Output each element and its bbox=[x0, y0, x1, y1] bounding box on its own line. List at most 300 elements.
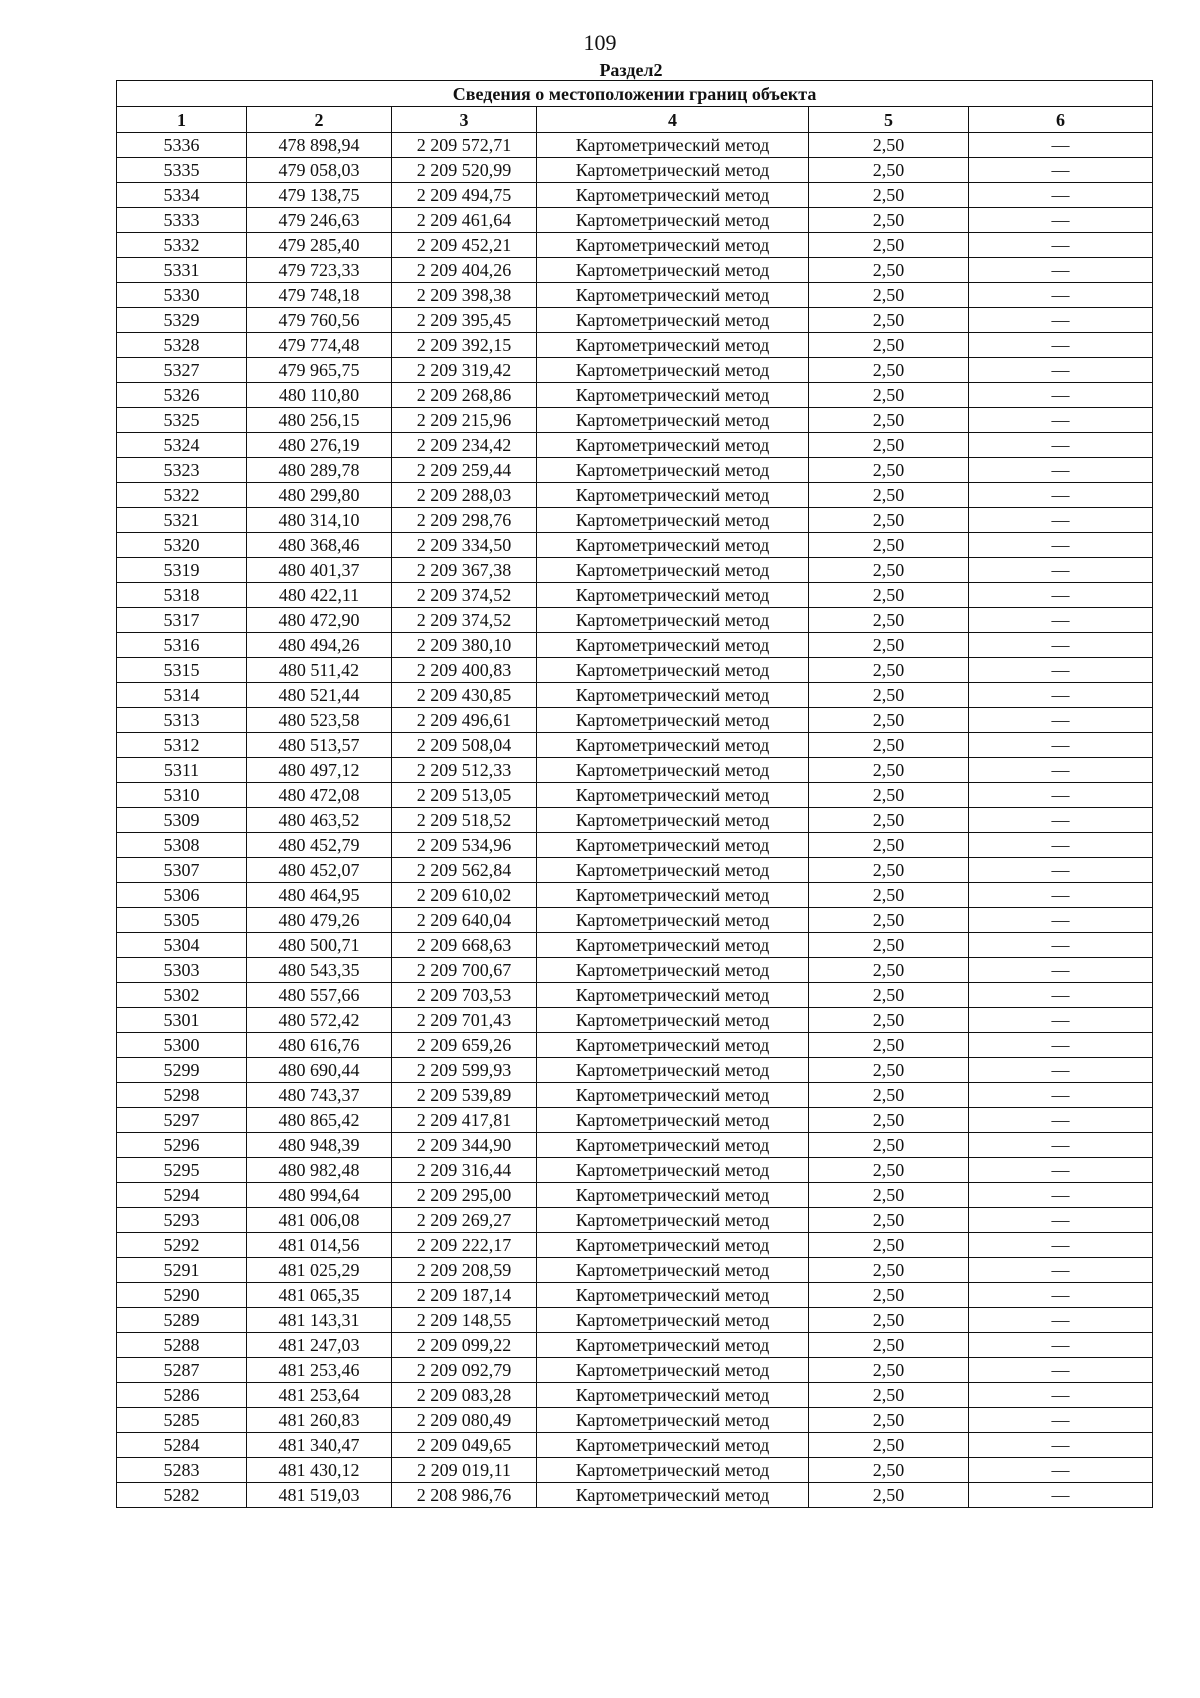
x-coordinate-cell: 481 253,64 bbox=[247, 1383, 392, 1408]
point-number-cell: 5310 bbox=[117, 783, 247, 808]
description-cell: — bbox=[969, 808, 1153, 833]
accuracy-cell: 2,50 bbox=[809, 1083, 969, 1108]
y-coordinate-cell: 2 209 520,99 bbox=[392, 158, 537, 183]
column-header-row bbox=[117, 107, 1153, 133]
point-number-cell: 5285 bbox=[117, 1408, 247, 1433]
x-coordinate-cell: 480 557,66 bbox=[247, 983, 392, 1008]
description-cell: — bbox=[969, 908, 1153, 933]
table-row bbox=[117, 233, 1153, 258]
table-row bbox=[117, 933, 1153, 958]
x-coordinate-cell: 480 401,37 bbox=[247, 558, 392, 583]
table-row bbox=[117, 383, 1153, 408]
table-row bbox=[117, 983, 1153, 1008]
x-coordinate-cell: 480 368,46 bbox=[247, 533, 392, 558]
x-coordinate-cell: 480 256,15 bbox=[247, 408, 392, 433]
table-row bbox=[117, 608, 1153, 633]
accuracy-cell: 2,50 bbox=[809, 1158, 969, 1183]
accuracy-cell: 2,50 bbox=[809, 1408, 969, 1433]
y-coordinate-cell: 2 209 539,89 bbox=[392, 1083, 537, 1108]
y-coordinate-cell: 2 209 703,53 bbox=[392, 983, 537, 1008]
y-coordinate-cell: 2 209 398,38 bbox=[392, 283, 537, 308]
y-coordinate-cell: 2 209 400,83 bbox=[392, 658, 537, 683]
accuracy-cell: 2,50 bbox=[809, 133, 969, 158]
method-cell: Картометрический метод bbox=[537, 1233, 809, 1258]
table-row bbox=[117, 408, 1153, 433]
description-cell: — bbox=[969, 558, 1153, 583]
table-row bbox=[117, 183, 1153, 208]
table-row bbox=[117, 633, 1153, 658]
y-coordinate-cell: 2 209 222,17 bbox=[392, 1233, 537, 1258]
column-header: 4 bbox=[537, 107, 809, 133]
y-coordinate-cell: 2 209 430,85 bbox=[392, 683, 537, 708]
table-row bbox=[117, 1233, 1153, 1258]
description-cell: — bbox=[969, 233, 1153, 258]
x-coordinate-cell: 480 513,57 bbox=[247, 733, 392, 758]
description-cell: — bbox=[969, 383, 1153, 408]
method-cell: Картометрический метод bbox=[537, 983, 809, 1008]
method-cell: Картометрический метод bbox=[537, 1458, 809, 1483]
y-coordinate-cell: 2 209 187,14 bbox=[392, 1283, 537, 1308]
accuracy-cell: 2,50 bbox=[809, 358, 969, 383]
table-row bbox=[117, 1433, 1153, 1458]
accuracy-cell: 2,50 bbox=[809, 333, 969, 358]
description-cell: — bbox=[969, 933, 1153, 958]
method-cell: Картометрический метод bbox=[537, 458, 809, 483]
table-row bbox=[117, 258, 1153, 283]
method-cell: Картометрический метод bbox=[537, 783, 809, 808]
accuracy-cell: 2,50 bbox=[809, 1233, 969, 1258]
description-cell: — bbox=[969, 1083, 1153, 1108]
x-coordinate-cell: 480 743,37 bbox=[247, 1083, 392, 1108]
description-cell: — bbox=[969, 1258, 1153, 1283]
description-cell: — bbox=[969, 758, 1153, 783]
table-row bbox=[117, 808, 1153, 833]
x-coordinate-cell: 480 452,07 bbox=[247, 858, 392, 883]
x-coordinate-cell: 480 511,42 bbox=[247, 658, 392, 683]
y-coordinate-cell: 2 209 080,49 bbox=[392, 1408, 537, 1433]
method-cell: Картометрический метод bbox=[537, 1058, 809, 1083]
point-number-cell: 5328 bbox=[117, 333, 247, 358]
description-cell: — bbox=[969, 1333, 1153, 1358]
table-row bbox=[117, 208, 1153, 233]
x-coordinate-cell: 481 260,83 bbox=[247, 1408, 392, 1433]
point-number-cell: 5290 bbox=[117, 1283, 247, 1308]
description-cell: — bbox=[969, 533, 1153, 558]
x-coordinate-cell: 480 452,79 bbox=[247, 833, 392, 858]
method-cell: Картометрический метод bbox=[537, 683, 809, 708]
point-number-cell: 5333 bbox=[117, 208, 247, 233]
method-cell: Картометрический метод bbox=[537, 1333, 809, 1358]
description-cell: — bbox=[969, 1308, 1153, 1333]
accuracy-cell: 2,50 bbox=[809, 458, 969, 483]
method-cell: Картометрический метод bbox=[537, 1083, 809, 1108]
table-row bbox=[117, 1308, 1153, 1333]
method-cell: Картометрический метод bbox=[537, 208, 809, 233]
description-cell: — bbox=[969, 358, 1153, 383]
accuracy-cell: 2,50 bbox=[809, 1308, 969, 1333]
point-number-cell: 5332 bbox=[117, 233, 247, 258]
method-cell: Картометрический метод bbox=[537, 858, 809, 883]
accuracy-cell: 2,50 bbox=[809, 733, 969, 758]
table-row bbox=[117, 1408, 1153, 1433]
description-cell: — bbox=[969, 1133, 1153, 1158]
point-number-cell: 5311 bbox=[117, 758, 247, 783]
method-cell: Картометрический метод bbox=[537, 258, 809, 283]
method-cell: Картометрический метод bbox=[537, 1483, 809, 1508]
x-coordinate-cell: 480 479,26 bbox=[247, 908, 392, 933]
point-number-cell: 5297 bbox=[117, 1108, 247, 1133]
y-coordinate-cell: 2 209 374,52 bbox=[392, 608, 537, 633]
y-coordinate-cell: 2 209 259,44 bbox=[392, 458, 537, 483]
accuracy-cell: 2,50 bbox=[809, 1058, 969, 1083]
point-number-cell: 5293 bbox=[117, 1208, 247, 1233]
table-row bbox=[117, 483, 1153, 508]
x-coordinate-cell: 479 965,75 bbox=[247, 358, 392, 383]
method-cell: Картометрический метод bbox=[537, 708, 809, 733]
point-number-cell: 5324 bbox=[117, 433, 247, 458]
accuracy-cell: 2,50 bbox=[809, 583, 969, 608]
accuracy-cell: 2,50 bbox=[809, 683, 969, 708]
table-row bbox=[117, 1133, 1153, 1158]
description-cell: — bbox=[969, 958, 1153, 983]
x-coordinate-cell: 479 246,63 bbox=[247, 208, 392, 233]
accuracy-cell: 2,50 bbox=[809, 833, 969, 858]
method-cell: Картометрический метод bbox=[537, 1158, 809, 1183]
description-cell: — bbox=[969, 1283, 1153, 1308]
x-coordinate-cell: 481 430,12 bbox=[247, 1458, 392, 1483]
x-coordinate-cell: 479 774,48 bbox=[247, 333, 392, 358]
method-cell: Картометрический метод bbox=[537, 233, 809, 258]
y-coordinate-cell: 2 209 494,75 bbox=[392, 183, 537, 208]
y-coordinate-cell: 2 209 640,04 bbox=[392, 908, 537, 933]
x-coordinate-cell: 481 143,31 bbox=[247, 1308, 392, 1333]
y-coordinate-cell: 2 209 512,33 bbox=[392, 758, 537, 783]
accuracy-cell: 2,50 bbox=[809, 608, 969, 633]
x-coordinate-cell: 481 065,35 bbox=[247, 1283, 392, 1308]
method-cell: Картометрический метод bbox=[537, 1008, 809, 1033]
x-coordinate-cell: 481 519,03 bbox=[247, 1483, 392, 1508]
y-coordinate-cell: 2 209 334,50 bbox=[392, 533, 537, 558]
accuracy-cell: 2,50 bbox=[809, 383, 969, 408]
x-coordinate-cell: 480 543,35 bbox=[247, 958, 392, 983]
y-coordinate-cell: 2 209 269,27 bbox=[392, 1208, 537, 1233]
description-cell: — bbox=[969, 508, 1153, 533]
y-coordinate-cell: 2 209 461,64 bbox=[392, 208, 537, 233]
method-cell: Картометрический метод bbox=[537, 1258, 809, 1283]
method-cell: Картометрический метод bbox=[537, 608, 809, 633]
description-cell: — bbox=[969, 1483, 1153, 1508]
x-coordinate-cell: 478 898,94 bbox=[247, 133, 392, 158]
x-coordinate-cell: 480 276,19 bbox=[247, 433, 392, 458]
point-number-cell: 5320 bbox=[117, 533, 247, 558]
table-row bbox=[117, 1458, 1153, 1483]
table-row bbox=[117, 758, 1153, 783]
column-header: 3 bbox=[392, 107, 537, 133]
table-row bbox=[117, 783, 1153, 808]
table-row bbox=[117, 133, 1153, 158]
y-coordinate-cell: 2 209 268,86 bbox=[392, 383, 537, 408]
point-number-cell: 5307 bbox=[117, 858, 247, 883]
accuracy-cell: 2,50 bbox=[809, 208, 969, 233]
method-cell: Картометрический метод bbox=[537, 908, 809, 933]
method-cell: Картометрический метод bbox=[537, 733, 809, 758]
method-cell: Картометрический метод bbox=[537, 1433, 809, 1458]
table-row bbox=[117, 1008, 1153, 1033]
accuracy-cell: 2,50 bbox=[809, 908, 969, 933]
method-cell: Картометрический метод bbox=[537, 1108, 809, 1133]
y-coordinate-cell: 2 209 374,52 bbox=[392, 583, 537, 608]
accuracy-cell: 2,50 bbox=[809, 1008, 969, 1033]
method-cell: Картометрический метод bbox=[537, 333, 809, 358]
description-cell: — bbox=[969, 858, 1153, 883]
column-header: 1 bbox=[117, 107, 247, 133]
method-cell: Картометрический метод bbox=[537, 933, 809, 958]
description-cell: — bbox=[969, 408, 1153, 433]
description-cell: — bbox=[969, 583, 1153, 608]
table-row bbox=[117, 1083, 1153, 1108]
method-cell: Картометрический метод bbox=[537, 883, 809, 908]
table-row bbox=[117, 358, 1153, 383]
y-coordinate-cell: 2 209 380,10 bbox=[392, 633, 537, 658]
table-row bbox=[117, 283, 1153, 308]
method-cell: Картометрический метод bbox=[537, 408, 809, 433]
table-row bbox=[117, 583, 1153, 608]
table-row bbox=[117, 683, 1153, 708]
x-coordinate-cell: 480 422,11 bbox=[247, 583, 392, 608]
table-row bbox=[117, 883, 1153, 908]
y-coordinate-cell: 2 209 148,55 bbox=[392, 1308, 537, 1333]
x-coordinate-cell: 480 994,64 bbox=[247, 1183, 392, 1208]
x-coordinate-cell: 481 340,47 bbox=[247, 1433, 392, 1458]
accuracy-cell: 2,50 bbox=[809, 1383, 969, 1408]
description-cell: — bbox=[969, 883, 1153, 908]
x-coordinate-cell: 481 247,03 bbox=[247, 1333, 392, 1358]
accuracy-cell: 2,50 bbox=[809, 1108, 969, 1133]
table-row bbox=[117, 308, 1153, 333]
description-cell: — bbox=[969, 1158, 1153, 1183]
method-cell: Картометрический метод bbox=[537, 1183, 809, 1208]
x-coordinate-cell: 480 500,71 bbox=[247, 933, 392, 958]
description-cell: — bbox=[969, 608, 1153, 633]
table-caption-row bbox=[117, 81, 1153, 107]
accuracy-cell: 2,50 bbox=[809, 1183, 969, 1208]
table-row bbox=[117, 433, 1153, 458]
table-row bbox=[117, 333, 1153, 358]
x-coordinate-cell: 480 521,44 bbox=[247, 683, 392, 708]
description-cell: — bbox=[969, 1183, 1153, 1208]
method-cell: Картометрический метод bbox=[537, 1383, 809, 1408]
accuracy-cell: 2,50 bbox=[809, 283, 969, 308]
accuracy-cell: 2,50 bbox=[809, 1483, 969, 1508]
point-number-cell: 5292 bbox=[117, 1233, 247, 1258]
table-row bbox=[117, 1283, 1153, 1308]
method-cell: Картометрический метод bbox=[537, 833, 809, 858]
description-cell: — bbox=[969, 183, 1153, 208]
description-cell: — bbox=[969, 433, 1153, 458]
point-number-cell: 5313 bbox=[117, 708, 247, 733]
point-number-cell: 5319 bbox=[117, 558, 247, 583]
point-number-cell: 5288 bbox=[117, 1333, 247, 1358]
y-coordinate-cell: 2 209 700,67 bbox=[392, 958, 537, 983]
y-coordinate-cell: 2 209 508,04 bbox=[392, 733, 537, 758]
table-row bbox=[117, 908, 1153, 933]
accuracy-cell: 2,50 bbox=[809, 758, 969, 783]
x-coordinate-cell: 480 472,90 bbox=[247, 608, 392, 633]
method-cell: Картометрический метод bbox=[537, 958, 809, 983]
y-coordinate-cell: 2 209 701,43 bbox=[392, 1008, 537, 1033]
accuracy-cell: 2,50 bbox=[809, 533, 969, 558]
x-coordinate-cell: 479 058,03 bbox=[247, 158, 392, 183]
description-cell: — bbox=[969, 1058, 1153, 1083]
method-cell: Картометрический метод bbox=[537, 758, 809, 783]
y-coordinate-cell: 2 209 668,63 bbox=[392, 933, 537, 958]
point-number-cell: 5289 bbox=[117, 1308, 247, 1333]
x-coordinate-cell: 481 253,46 bbox=[247, 1358, 392, 1383]
y-coordinate-cell: 2 209 367,38 bbox=[392, 558, 537, 583]
y-coordinate-cell: 2 209 049,65 bbox=[392, 1433, 537, 1458]
method-cell: Картометрический метод bbox=[537, 1408, 809, 1433]
accuracy-cell: 2,50 bbox=[809, 483, 969, 508]
method-cell: Картометрический метод bbox=[537, 183, 809, 208]
point-number-cell: 5283 bbox=[117, 1458, 247, 1483]
y-coordinate-cell: 2 209 518,52 bbox=[392, 808, 537, 833]
point-number-cell: 5334 bbox=[117, 183, 247, 208]
table-row bbox=[117, 1108, 1153, 1133]
description-cell: — bbox=[969, 483, 1153, 508]
method-cell: Картометрический метод bbox=[537, 1033, 809, 1058]
accuracy-cell: 2,50 bbox=[809, 258, 969, 283]
y-coordinate-cell: 2 209 610,02 bbox=[392, 883, 537, 908]
table-row bbox=[117, 458, 1153, 483]
table-row bbox=[117, 1158, 1153, 1183]
x-coordinate-cell: 480 110,80 bbox=[247, 383, 392, 408]
table-row bbox=[117, 533, 1153, 558]
table-body bbox=[117, 133, 1153, 1508]
description-cell: — bbox=[969, 633, 1153, 658]
table-row bbox=[117, 558, 1153, 583]
table-row bbox=[117, 1033, 1153, 1058]
y-coordinate-cell: 2 209 496,61 bbox=[392, 708, 537, 733]
x-coordinate-cell: 480 472,08 bbox=[247, 783, 392, 808]
accuracy-cell: 2,50 bbox=[809, 1208, 969, 1233]
method-cell: Картометрический метод bbox=[537, 1283, 809, 1308]
x-coordinate-cell: 480 865,42 bbox=[247, 1108, 392, 1133]
description-cell: — bbox=[969, 1433, 1153, 1458]
method-cell: Картометрический метод bbox=[537, 808, 809, 833]
y-coordinate-cell: 2 209 452,21 bbox=[392, 233, 537, 258]
point-number-cell: 5336 bbox=[117, 133, 247, 158]
description-cell: — bbox=[969, 1008, 1153, 1033]
y-coordinate-cell: 2 209 019,11 bbox=[392, 1458, 537, 1483]
accuracy-cell: 2,50 bbox=[809, 233, 969, 258]
y-coordinate-cell: 2 209 083,28 bbox=[392, 1383, 537, 1408]
column-header: 5 bbox=[809, 107, 969, 133]
y-coordinate-cell: 2 209 298,76 bbox=[392, 508, 537, 533]
table-row bbox=[117, 1183, 1153, 1208]
x-coordinate-cell: 480 494,26 bbox=[247, 633, 392, 658]
point-number-cell: 5329 bbox=[117, 308, 247, 333]
y-coordinate-cell: 2 209 417,81 bbox=[392, 1108, 537, 1133]
x-coordinate-cell: 481 025,29 bbox=[247, 1258, 392, 1283]
y-coordinate-cell: 2 209 208,59 bbox=[392, 1258, 537, 1283]
x-coordinate-cell: 480 690,44 bbox=[247, 1058, 392, 1083]
point-number-cell: 5315 bbox=[117, 658, 247, 683]
point-number-cell: 5308 bbox=[117, 833, 247, 858]
y-coordinate-cell: 2 209 288,03 bbox=[392, 483, 537, 508]
accuracy-cell: 2,50 bbox=[809, 933, 969, 958]
point-number-cell: 5304 bbox=[117, 933, 247, 958]
x-coordinate-cell: 480 464,95 bbox=[247, 883, 392, 908]
method-cell: Картометрический метод bbox=[537, 583, 809, 608]
x-coordinate-cell: 480 616,76 bbox=[247, 1033, 392, 1058]
accuracy-cell: 2,50 bbox=[809, 433, 969, 458]
description-cell: — bbox=[969, 833, 1153, 858]
description-cell: — bbox=[969, 783, 1153, 808]
accuracy-cell: 2,50 bbox=[809, 708, 969, 733]
description-cell: — bbox=[969, 1408, 1153, 1433]
x-coordinate-cell: 480 523,58 bbox=[247, 708, 392, 733]
accuracy-cell: 2,50 bbox=[809, 658, 969, 683]
point-number-cell: 5318 bbox=[117, 583, 247, 608]
method-cell: Картометрический метод bbox=[537, 133, 809, 158]
point-number-cell: 5298 bbox=[117, 1083, 247, 1108]
y-coordinate-cell: 2 209 234,42 bbox=[392, 433, 537, 458]
y-coordinate-cell: 2 209 534,96 bbox=[392, 833, 537, 858]
y-coordinate-cell: 2 209 295,00 bbox=[392, 1183, 537, 1208]
method-cell: Картометрический метод bbox=[537, 633, 809, 658]
y-coordinate-cell: 2 209 215,96 bbox=[392, 408, 537, 433]
point-number-cell: 5316 bbox=[117, 633, 247, 658]
accuracy-cell: 2,50 bbox=[809, 1358, 969, 1383]
point-number-cell: 5321 bbox=[117, 508, 247, 533]
x-coordinate-cell: 480 497,12 bbox=[247, 758, 392, 783]
method-cell: Картометрический метод bbox=[537, 283, 809, 308]
method-cell: Картометрический метод bbox=[537, 533, 809, 558]
table-row bbox=[117, 958, 1153, 983]
method-cell: Картометрический метод bbox=[537, 158, 809, 183]
table-row bbox=[117, 1333, 1153, 1358]
x-coordinate-cell: 479 760,56 bbox=[247, 308, 392, 333]
accuracy-cell: 2,50 bbox=[809, 808, 969, 833]
point-number-cell: 5331 bbox=[117, 258, 247, 283]
point-number-cell: 5295 bbox=[117, 1158, 247, 1183]
method-cell: Картометрический метод bbox=[537, 1208, 809, 1233]
method-cell: Картометрический метод bbox=[537, 308, 809, 333]
description-cell: — bbox=[969, 208, 1153, 233]
page-number: 109 bbox=[583, 30, 617, 55]
table-row bbox=[117, 658, 1153, 683]
description-cell: — bbox=[969, 683, 1153, 708]
description-cell: — bbox=[969, 1383, 1153, 1408]
y-coordinate-cell: 2 209 099,22 bbox=[392, 1333, 537, 1358]
description-cell: — bbox=[969, 1458, 1153, 1483]
accuracy-cell: 2,50 bbox=[809, 408, 969, 433]
point-number-cell: 5306 bbox=[117, 883, 247, 908]
point-number-cell: 5325 bbox=[117, 408, 247, 433]
accuracy-cell: 2,50 bbox=[809, 1333, 969, 1358]
point-number-cell: 5309 bbox=[117, 808, 247, 833]
point-number-cell: 5326 bbox=[117, 383, 247, 408]
accuracy-cell: 2,50 bbox=[809, 1433, 969, 1458]
x-coordinate-cell: 479 748,18 bbox=[247, 283, 392, 308]
method-cell: Картометрический метод bbox=[537, 358, 809, 383]
point-number-cell: 5302 bbox=[117, 983, 247, 1008]
point-number-cell: 5335 bbox=[117, 158, 247, 183]
method-cell: Картометрический метод bbox=[537, 433, 809, 458]
description-cell: — bbox=[969, 733, 1153, 758]
point-number-cell: 5305 bbox=[117, 908, 247, 933]
accuracy-cell: 2,50 bbox=[809, 983, 969, 1008]
